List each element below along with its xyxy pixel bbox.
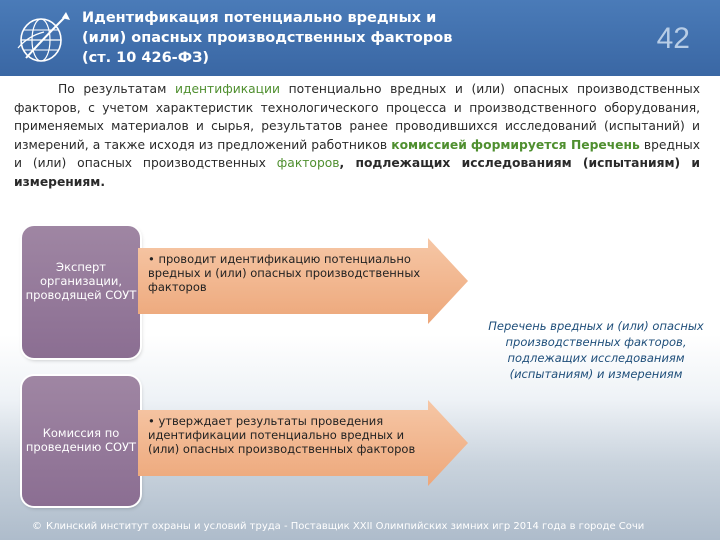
globe-satellite-logo-icon bbox=[14, 8, 72, 68]
arrow-commission-text: • утверждает результаты проведения идентификации потенциально вредных и (или) опасных производственных факторов bbox=[148, 414, 416, 456]
actor-expert-label: Эксперт организации, проводящей СОУТ bbox=[25, 260, 137, 302]
intro-highlight-list-formed: формируется Перечень bbox=[470, 137, 640, 152]
intro-highlight-factors: факторов bbox=[276, 156, 340, 170]
title-line-3: (ст. 10 426-ФЗ) bbox=[82, 50, 210, 66]
copyright-icon: © bbox=[32, 521, 42, 532]
actor-commission-label: Комиссия по проведению СОУТ bbox=[25, 426, 137, 454]
title-line-2: (или) опасных производственных факторов bbox=[82, 30, 453, 46]
actor-expert-box bbox=[22, 226, 140, 358]
intro-text-4: , подлежащих исследованиям (испытаниям) и измерениям. bbox=[14, 156, 700, 189]
result-list-text: Перечень вредных и (или) опасных производственных факторов, подлежащих исследованиям (испытаниям) и измерениям bbox=[488, 319, 704, 381]
slide-number: 42 bbox=[656, 22, 690, 55]
title-line-1: Идентификация потенциально вредных и bbox=[82, 10, 437, 26]
intro-highlight-identification: идентификации bbox=[174, 82, 281, 96]
footer bbox=[32, 521, 712, 532]
intro-text-1: По результатам bbox=[58, 82, 175, 96]
intro-text-3: вредных и (или) опасных производственных bbox=[14, 137, 700, 170]
intro-paragraph bbox=[14, 80, 700, 191]
arrow-expert-text: • проводит идентификацию потенциально вредных и (или) опасных производственных факторов bbox=[148, 252, 421, 294]
intro-text-2: потенциально вредных и (или) опасных производственных факторов, с учетом характеристик технологического процесса и производственного оборудования, применяемых материалов и сырья, результатов ранее проводившихся исследований (испытаний) и измерений, а также исходя из предложений работников bbox=[14, 82, 700, 152]
footer-text: Клинский институт охраны и условий труда - Поставщик XXII Олимпийских зимних игр 2014 года в городе Сочи bbox=[46, 521, 645, 532]
arrow-expert-action bbox=[138, 238, 468, 324]
slide-header bbox=[0, 0, 720, 76]
slide-title bbox=[82, 8, 602, 68]
arrow-commission-action bbox=[138, 400, 468, 486]
actor-commission-box bbox=[22, 376, 140, 506]
intro-highlight-commission: комиссией bbox=[391, 137, 467, 152]
